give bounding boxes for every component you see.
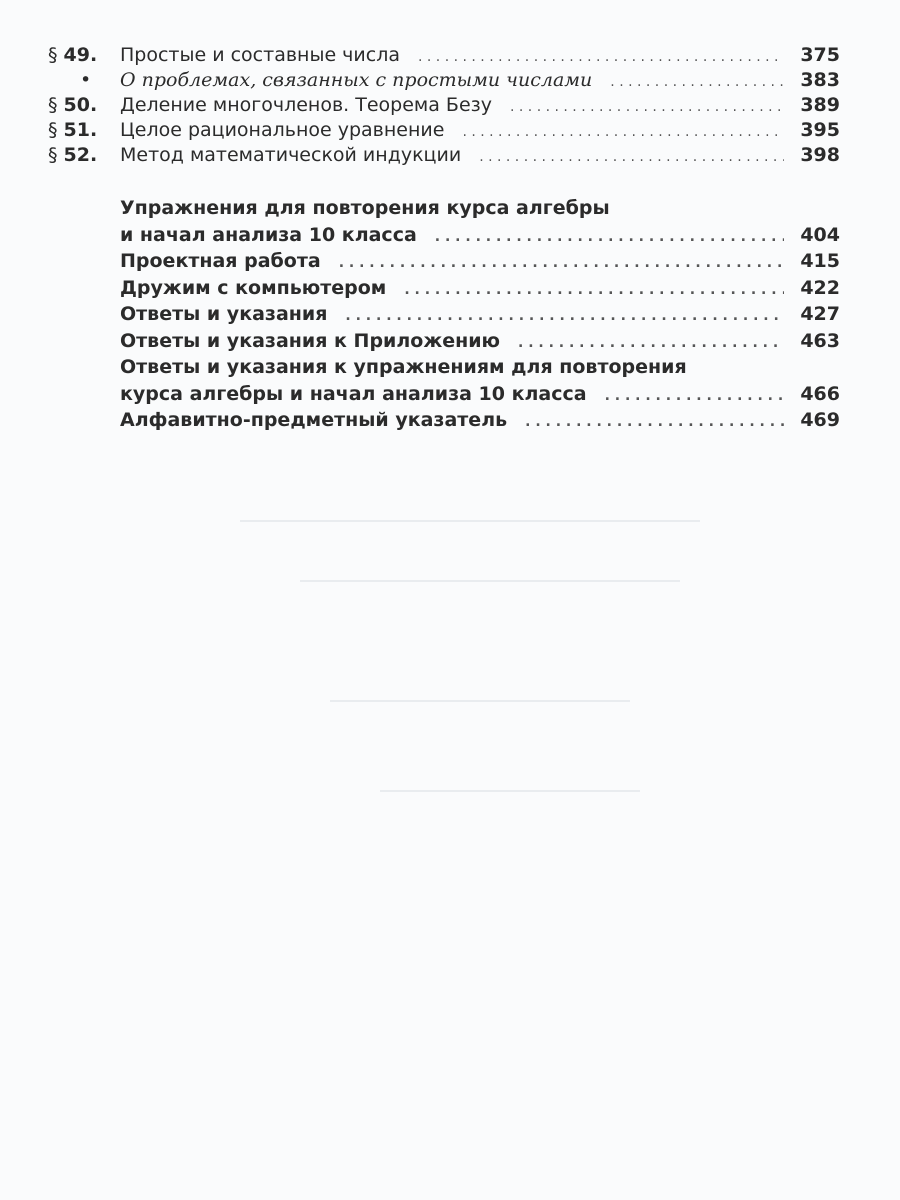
dot-leader bbox=[345, 308, 784, 324]
dot-leader bbox=[525, 414, 784, 430]
entry-title: и начал анализа 10 класса bbox=[120, 223, 417, 246]
page-number: 422 bbox=[800, 276, 840, 299]
section-number: § 51. bbox=[48, 119, 98, 141]
section-number: § 52. bbox=[48, 144, 98, 166]
section-number: § 50. bbox=[48, 94, 98, 116]
entry-title: О проблемах, связанных с простыми числами bbox=[120, 69, 593, 91]
show-through-mark bbox=[380, 790, 640, 792]
dot-leader bbox=[339, 255, 784, 271]
dot-leader bbox=[605, 388, 784, 404]
page-number: 427 bbox=[800, 303, 840, 325]
toc-entry-answers-appendix[interactable] bbox=[120, 330, 840, 357]
show-through-mark bbox=[300, 580, 680, 582]
review-title-line1[interactable]: Упражнения для повторения курса алгебры bbox=[120, 197, 610, 219]
toc-entry-project[interactable] bbox=[120, 250, 840, 277]
section-number: § 49. bbox=[48, 44, 98, 66]
toc-entry-50[interactable] bbox=[48, 94, 840, 119]
page-number: 383 bbox=[800, 69, 840, 91]
entry-title: Ответы и указания bbox=[120, 303, 328, 325]
dot-leader bbox=[479, 149, 784, 165]
show-through-mark bbox=[330, 700, 630, 702]
answers-review-title-line1[interactable]: Ответы и указания к упражнениям для повторения bbox=[120, 356, 687, 378]
entry-title: Проектная работа bbox=[120, 250, 321, 272]
page-number: 469 bbox=[800, 409, 840, 431]
dot-leader bbox=[610, 74, 784, 90]
toc-entry-index[interactable] bbox=[120, 409, 840, 436]
dot-leader bbox=[404, 282, 784, 298]
show-through-mark bbox=[240, 520, 700, 522]
entry-title: Дружим с компьютером bbox=[120, 276, 387, 299]
entry-title: Простые и составные числа bbox=[120, 44, 400, 66]
back-matter bbox=[48, 197, 840, 436]
page-number: 389 bbox=[800, 94, 840, 116]
toc-entry-52[interactable] bbox=[48, 144, 840, 169]
spacer bbox=[48, 169, 840, 197]
dot-leader bbox=[510, 99, 784, 115]
toc-entry-answers-review[interactable] bbox=[120, 383, 840, 410]
entry-title: Алфавитно-предметный указатель bbox=[120, 409, 508, 431]
page-number: 398 bbox=[800, 144, 840, 166]
page-number: 415 bbox=[800, 250, 840, 272]
page-number: 404 bbox=[800, 223, 840, 246]
page-number: 466 bbox=[800, 382, 840, 405]
entry-title: Целое рациональное уравнение bbox=[120, 119, 445, 141]
entry-title: Деление многочленов. Теорема Безу bbox=[120, 94, 492, 116]
page-number: 395 bbox=[800, 119, 840, 141]
toc-entry-computer[interactable] bbox=[120, 277, 840, 304]
page-number: 463 bbox=[800, 329, 840, 352]
toc-entry-51[interactable] bbox=[48, 119, 840, 144]
bullet-marker: • bbox=[80, 69, 92, 91]
page-number: 375 bbox=[800, 44, 840, 66]
entry-title: Ответы и указания к Приложению bbox=[120, 329, 501, 352]
toc-entry-49[interactable] bbox=[48, 44, 840, 69]
dot-leader bbox=[462, 124, 784, 140]
entry-title: Метод математической индукции bbox=[120, 144, 462, 166]
dot-leader bbox=[518, 335, 784, 351]
table-of-contents bbox=[48, 44, 840, 436]
dot-leader bbox=[418, 49, 784, 65]
toc-entry-prime-problems[interactable] bbox=[48, 69, 840, 94]
toc-entry-review[interactable] bbox=[120, 224, 840, 251]
toc-entry-answers[interactable] bbox=[120, 303, 840, 330]
dot-leader bbox=[435, 229, 784, 245]
entry-title: курса алгебры и начал анализа 10 класса bbox=[120, 382, 587, 405]
